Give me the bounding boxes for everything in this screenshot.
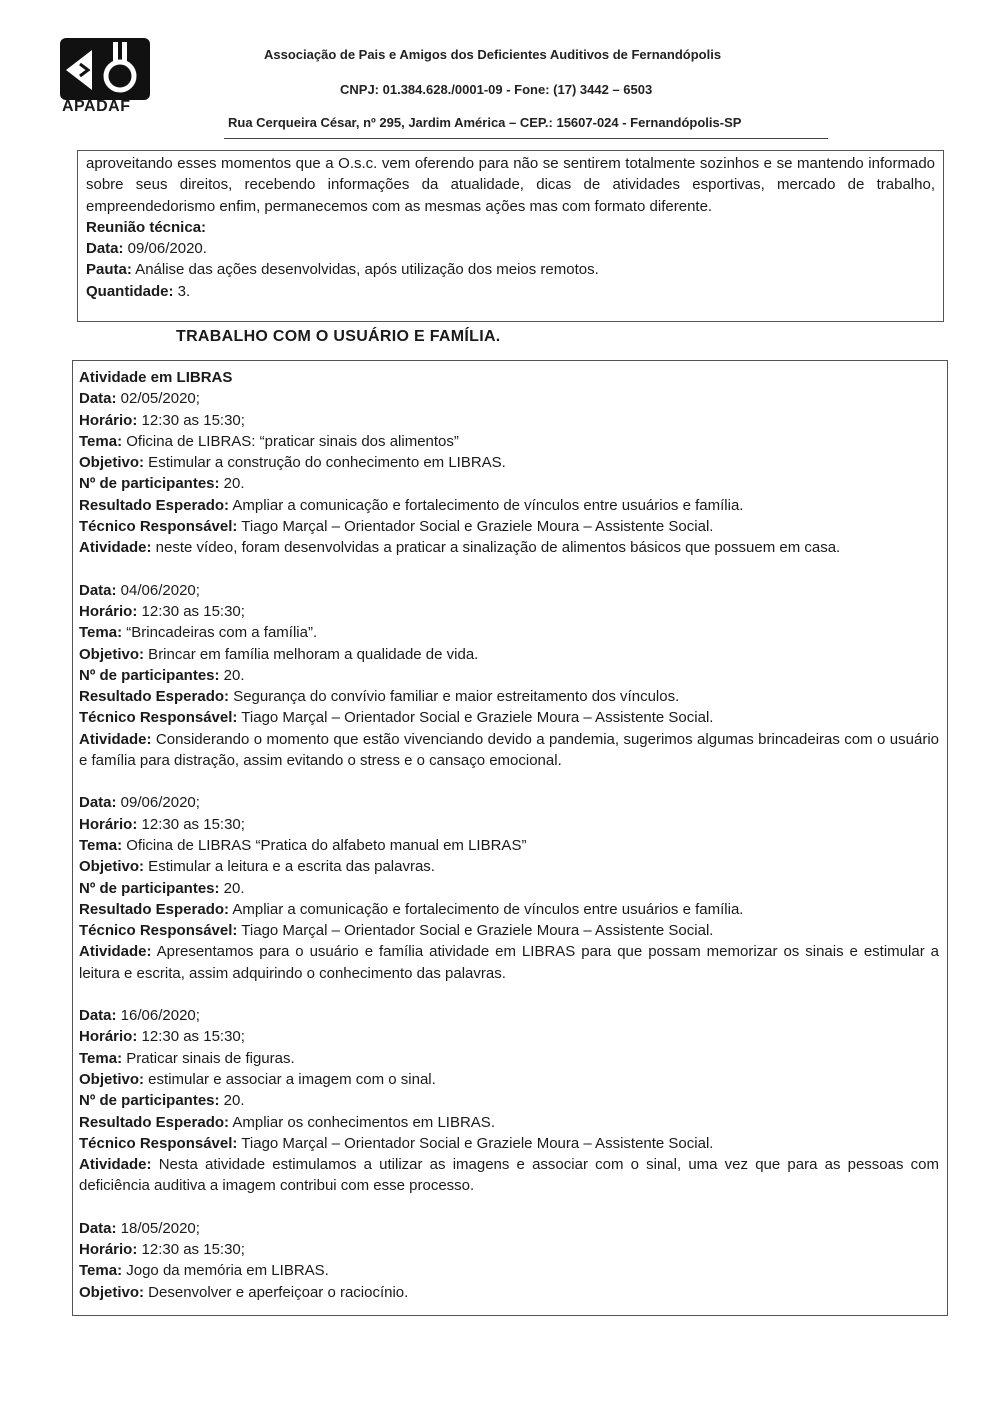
- intro-paragraph: aproveitando esses momentos que a O.s.c. vem oferendo para não se sentirem totalmente sozinhos e se mantendo informado sobre seus direitos, recebendo informações da atualidade, dicas de atividades esportivas, mercado de trabalho, empreendedorismo enfim, permanecemos com as mesmas ações mas com formato diferente.: [86, 155, 935, 215]
- activities-box: [72, 360, 948, 1316]
- entry-date: Data: 02/05/2020;: [79, 390, 200, 408]
- section-title: TRABALHO COM O USUÁRIO E FAMÍLIA.: [176, 328, 501, 345]
- entry-activity: Atividade: Considerando o momento que estão vivenciando devido a pandemia, sugerimos algumas brincadeiras com o usuário e família para distração, assim evitando o stress e o cansaço emocional.: [79, 730, 939, 770]
- entry-theme: Tema: Oficina de LIBRAS “Pratica do alfabeto manual em LIBRAS”: [79, 836, 527, 854]
- entry-activity: Atividade: Nesta atividade estimulamos a utilizar as imagens e associar com o sinal, uma vez que para as pessoas com deficiência auditiva a imagem contribui com esse processo.: [79, 1156, 939, 1195]
- entry-time: Horário: 12:30 as 15:30;: [79, 411, 245, 429]
- entry-objective: Objetivo: Desenvolver e aperfeiçoar o raciocínio.: [79, 1283, 409, 1301]
- meeting-date: Data: 09/06/2020.: [86, 240, 207, 258]
- entry-tech: Técnico Responsável: Tiago Marçal – Orientador Social e Graziele Moura – Assistente Social.: [79, 922, 714, 940]
- entry-tech: Técnico Responsável: Tiago Marçal – Orientador Social e Graziele Moura – Assistente Social.: [79, 518, 714, 536]
- entry-date: Data: 18/05/2020;: [79, 1219, 200, 1237]
- entry-date: Data: 09/06/2020;: [79, 794, 200, 812]
- entry-tech: Técnico Responsável: Tiago Marçal – Orientador Social e Graziele Moura – Assistente Social.: [79, 709, 714, 727]
- entry-participants: Nº de participantes: 20.: [79, 1092, 245, 1110]
- meeting-title: Reunião técnica:: [86, 218, 207, 236]
- entry-time: Horário: 12:30 as 15:30;: [79, 815, 245, 833]
- cnpj-phone: CNPJ: 01.384.628./0001-09 - Fone: (17) 3442 – 6503: [340, 82, 653, 97]
- entry-date: Data: 04/06/2020;: [79, 581, 200, 599]
- entry-participants: Nº de participantes: 20.: [79, 879, 245, 897]
- entry-objective: Objetivo: Brincar em família melhoram a qualidade de vida.: [79, 645, 479, 663]
- entry-result: Resultado Esperado: Ampliar a comunicação e fortalecimento de vínculos entre usuários e família.: [79, 900, 744, 918]
- entry-objective: Objetivo: Estimular a construção do conhecimento em LIBRAS.: [79, 454, 506, 472]
- entry-theme: Tema: Jogo da memória em LIBRAS.: [79, 1262, 329, 1280]
- entry-date: Data: 16/06/2020;: [79, 1007, 200, 1025]
- meeting-agenda: Pauta: Análise das ações desenvolvidas, após utilização dos meios remotos.: [86, 261, 599, 279]
- entry-objective: Objetivo: estimular e associar a imagem com o sinal.: [79, 1070, 436, 1088]
- entry-objective: Objetivo: Estimular a leitura e a escrita das palavras.: [79, 858, 435, 876]
- entry-activity: Atividade: neste vídeo, foram desenvolvidas a praticar a sinalização de alimentos básicos que possuem em casa.: [79, 539, 841, 557]
- header-divider: [224, 138, 828, 139]
- entry-time: Horário: 12:30 as 15:30;: [79, 1028, 245, 1046]
- meeting-quantity: Quantidade: 3.: [86, 282, 191, 300]
- entry-theme: Tema: Oficina de LIBRAS: “praticar sinais dos alimentos”: [79, 432, 459, 450]
- activities-title: Atividade em LIBRAS: [79, 369, 233, 386]
- entry-time: Horário: 12:30 as 15:30;: [79, 1240, 245, 1258]
- entry-result: Resultado Esperado: Ampliar os conhecimentos em LIBRAS.: [79, 1113, 495, 1131]
- org-name: Associação de Pais e Amigos dos Deficientes Auditivos de Fernandópolis: [264, 47, 722, 62]
- logo-text: APADAF: [62, 98, 131, 115]
- entry-theme: Tema: Praticar sinais de figuras.: [79, 1049, 295, 1067]
- entry-theme: Tema: “Brincadeiras com a família”.: [79, 624, 318, 642]
- entry-result: Resultado Esperado: Ampliar a comunicação e fortalecimento de vínculos entre usuários e família.: [79, 496, 744, 514]
- entry-activity: Atividade: Apresentamos para o usuário e família atividade em LIBRAS para que possam memorizar os sinais e estimular a leitura e escrita, assim adquirindo o conhecimento das palavras.: [79, 943, 939, 982]
- entry-participants: Nº de participantes: 20.: [79, 475, 245, 493]
- meeting-box: [77, 150, 944, 322]
- entry-result: Resultado Esperado: Segurança do convívio familiar e maior estreitamento dos vínculos.: [79, 688, 680, 706]
- address: Rua Cerqueira César, nº 295, Jardim América – CEP.: 15607-024 - Fernandópolis-SP: [228, 115, 742, 130]
- entry-participants: Nº de participantes: 20.: [79, 666, 245, 684]
- entry-tech: Técnico Responsável: Tiago Marçal – Orientador Social e Graziele Moura – Assistente Social.: [79, 1134, 714, 1152]
- entry-time: Horário: 12:30 as 15:30;: [79, 602, 245, 620]
